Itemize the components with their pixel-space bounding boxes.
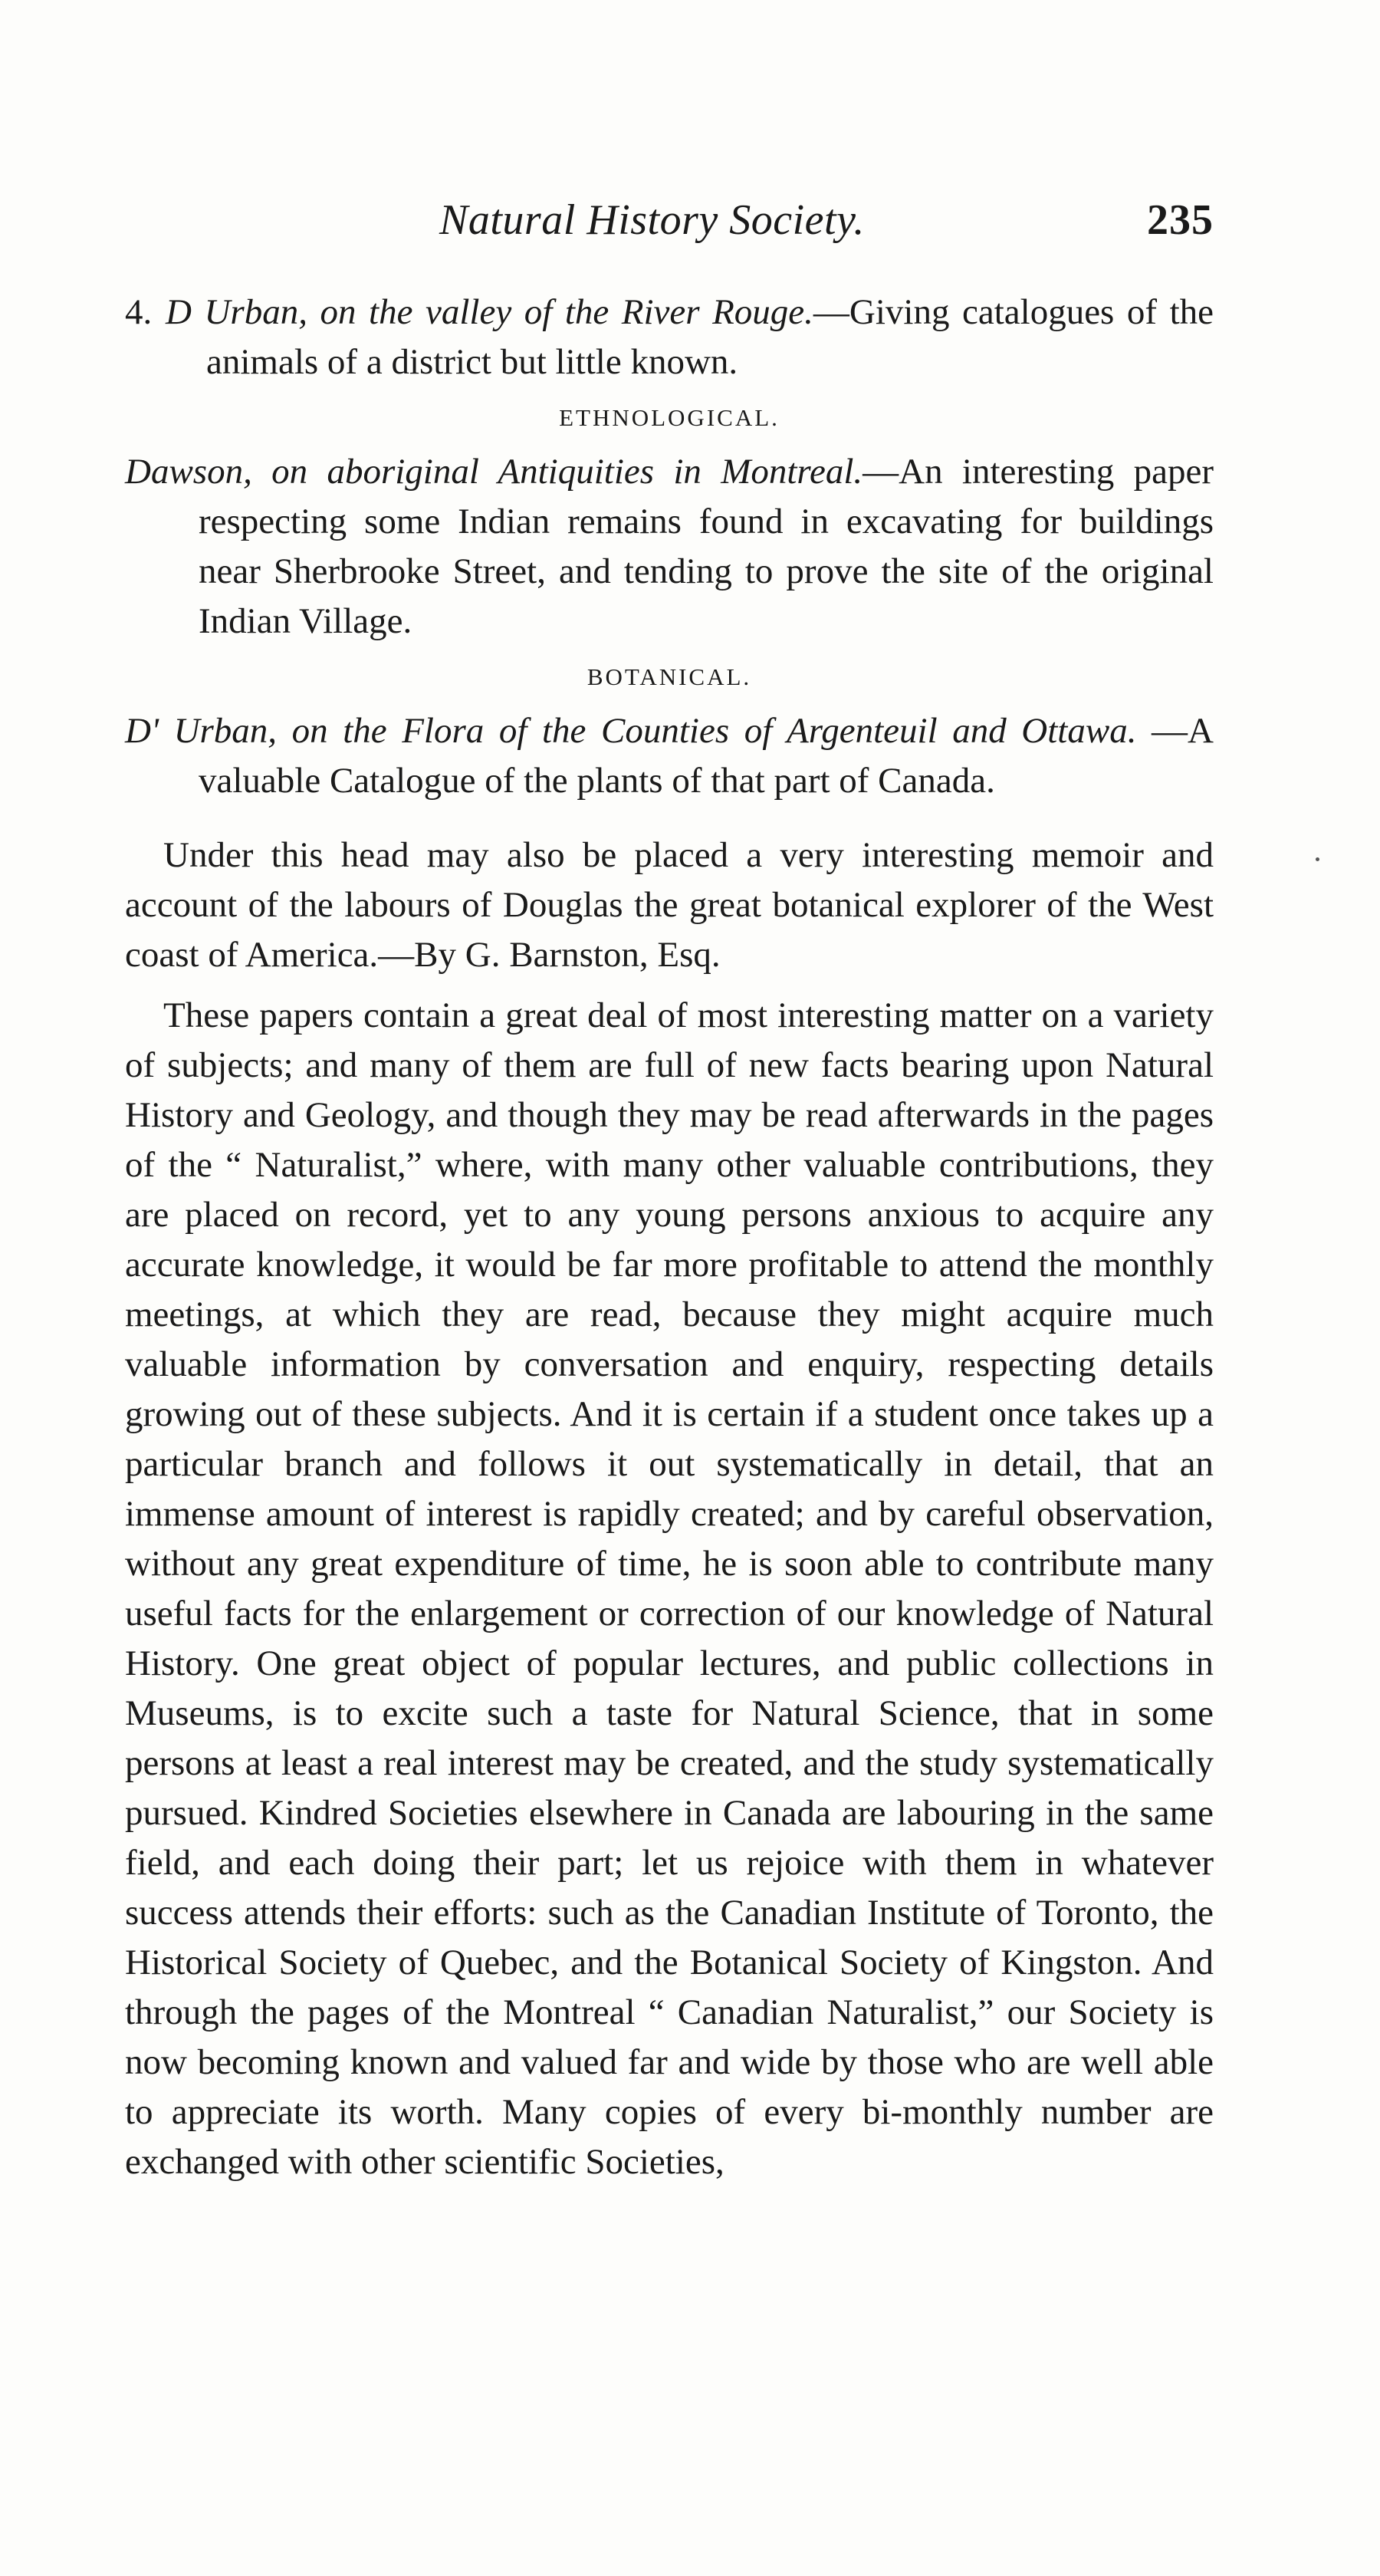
paper-entry-urban-rouge — [125, 288, 1214, 387]
page-body — [125, 288, 1214, 2187]
entry-number: 4. — [125, 292, 153, 332]
paper-entry-dawson — [125, 447, 1214, 646]
running-title: Natural History Society. — [439, 196, 865, 244]
page-number: 235 — [1147, 196, 1214, 244]
ink-speck — [1316, 857, 1319, 861]
paper-entry-urban-flora — [125, 706, 1214, 806]
entry-title: D' Urban, on the Flora of the Counties of Argenteuil and Ottawa. — [125, 711, 1137, 751]
entry-description: —Giving catalogues of the animals of a district but little known. — [206, 292, 1214, 382]
entry-description: —A valuable Catalogue of the plants of that part of Canada. — [199, 711, 1214, 801]
paragraph-papers: These papers contain a great deal of most interesting matter on a variety of subjects; and many of them are full of new facts bearing upon Natural History and Geology, and though they may be read afterwards in the pages of the “ Naturalist,” where, with many other valuable contributions, they are placed on record, yet to any young persons anxious to acquire any accurate knowledge, it would be far more profitable to attend the monthly meetings, at which they are read, because they might acquire much valuable information by conversation and enquiry, respecting details growing out of these subjects. And it is certain if a student once takes up a particular branch and follows it out systematically in detail, that an immense amount of interest is rapidly created; and by careful observation, without any great expenditure of time, he is soon able to contribute many useful facts for the enlargement or correction of our knowledge of Natural History. One great object of popular lectures, and public collections in Museums, is to excite such a taste for Natural Science, that in some persons at least a real interest may be created, and the study systematically pursued. Kindred Societies elsewhere in Canada are labouring in the same field, and each doing their part; let us rejoice with them in whatever success attends their efforts: such as the Canadian Institute of Toronto, the Historical Society of Quebec, and the Botanical Society of Kingston. And through the pages of the Montreal “ Canadian Naturalist,” our Society is now becoming known and valued far and wide by those who are well able to appreciate its worth. Many copies of every bi-monthly number are exchanged with other scientific Societies, — [125, 995, 1214, 2182]
section-heading-ethnological: ETHNOLOGICAL. — [559, 404, 780, 431]
page-header — [125, 196, 1214, 265]
entry-title: Dawson, on aboriginal Antiquities in Montreal. — [125, 452, 863, 492]
entry-description: —An interesting paper respecting some Indian remains found in excavating for buildings near Sherbrooke Street, and tending to prove the site of the original Indian Village. — [199, 452, 1214, 641]
section-heading-botanical: BOTANICAL. — [586, 663, 752, 690]
paragraph-barnston: Under this head may also be placed a very interesting memoir and account of the labours of Douglas the great botanical explorer of the West coast of America.—By G. Barnston, Esq. — [125, 835, 1214, 975]
entry-title: D Urban, on the valley of the River Rouge. — [166, 292, 813, 332]
